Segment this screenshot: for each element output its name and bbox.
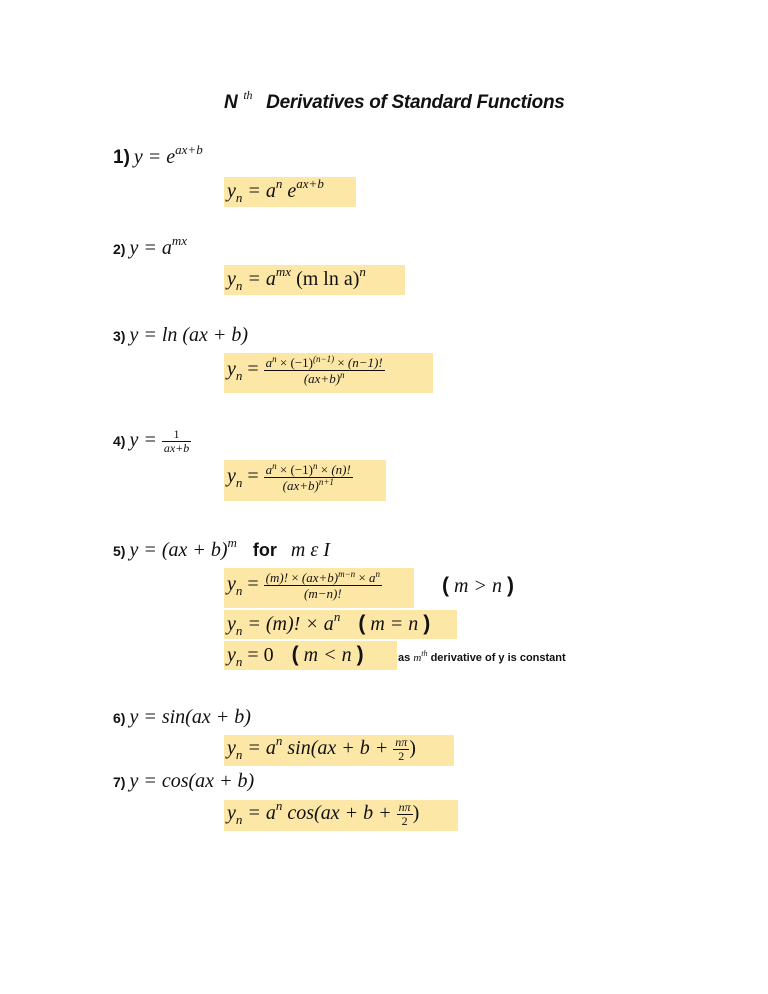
item-5-for: for <box>252 540 277 560</box>
item-4-expr: y = $\frac{1}{ax+b}$ <box>129 427 190 455</box>
item-1-number: 1) <box>113 147 130 168</box>
item-4-function <box>113 428 191 455</box>
item-5-fraction: $\frac{(m)! \times (ax+b)^{m-n} \times a^n}{(m-n)!}$ <box>265 569 381 601</box>
item-1-expr: $y = e^{ax+b}$ <box>133 142 203 168</box>
item-6-result: $y_n = a^n$ sin(ax + b + $\frac{n\pi}{2}$ ) <box>224 735 454 766</box>
item-5-case-1: ( m > n ) <box>442 574 514 597</box>
title-text: Derivatives of Standard Functions <box>266 92 565 113</box>
item-7-result: $y_n = a^n$ cos(ax + b + $\frac{n\pi}{2}$ ) <box>224 800 458 831</box>
item-5-expr: y = (ax + b)$^m$ <box>129 535 237 561</box>
item-7-expr: y = cos(ax + b) <box>129 770 255 792</box>
item-5-result-2: $y_n = (m)$! × $a^n$ ( m = n ) <box>224 610 457 639</box>
item-5-number: 5) <box>113 543 126 559</box>
item-4-number: 4) <box>113 433 126 450</box>
item-5-result-3: $y_n = 0$ ( m < n ) <box>224 641 397 670</box>
item-7-number: 7) <box>113 774 126 790</box>
item-5-function <box>113 535 330 562</box>
item-3-function <box>113 324 248 347</box>
item-5-condition: m ε I <box>290 539 330 561</box>
item-5-result-1: $y_n$ = $\frac{(m)! \times (ax+b)^{m-n} \times a^n}{(m-n)!}$ <box>224 568 414 608</box>
title-th: th <box>243 88 253 102</box>
item-7-function <box>113 770 254 793</box>
item-5-note: as $m^{th}$ derivative of y is constant <box>398 649 566 664</box>
item-2-expr: $y = a^{mx}$ <box>129 233 187 259</box>
item-3-number: 3) <box>113 328 126 344</box>
item-1-result: $y_n = a^n$ $e^{ax+b}$ <box>224 177 356 207</box>
title-n: N <box>224 92 238 113</box>
item-6-function <box>113 706 251 729</box>
item-3-expr: y = ln (ax + b) <box>129 324 249 346</box>
item-3-fraction: $\frac{a^n \times (-1)^{(n-1)} \times (n-1)!}{(ax+b)^n}$ <box>265 354 383 386</box>
item-3-result: $y_n$ = $\frac{a^n \times (-1)^{(n-1)} \times (n-1)!}{(ax+b)^n}$ <box>224 353 433 393</box>
item-2-number: 2) <box>113 241 126 257</box>
item-6-expr: y = sin(ax + b) <box>129 706 251 728</box>
item-4-result: $y_n$ = $\frac{a^n \times (-1)^n \times (n)!}{(ax+b)^{n+1}}$ <box>224 460 386 501</box>
page-title <box>224 88 565 114</box>
item-1-function <box>113 142 203 169</box>
item-6-number: 6) <box>113 710 126 726</box>
item-2-result: $y_n = a^{mx}$ (m ln a)$^n$ <box>224 265 405 295</box>
item-4-fraction: $\frac{a^n \times (-1)^n \times (n)!}{(ax+b)^{n+1}}$ <box>265 461 351 493</box>
item-2-function <box>113 233 187 260</box>
